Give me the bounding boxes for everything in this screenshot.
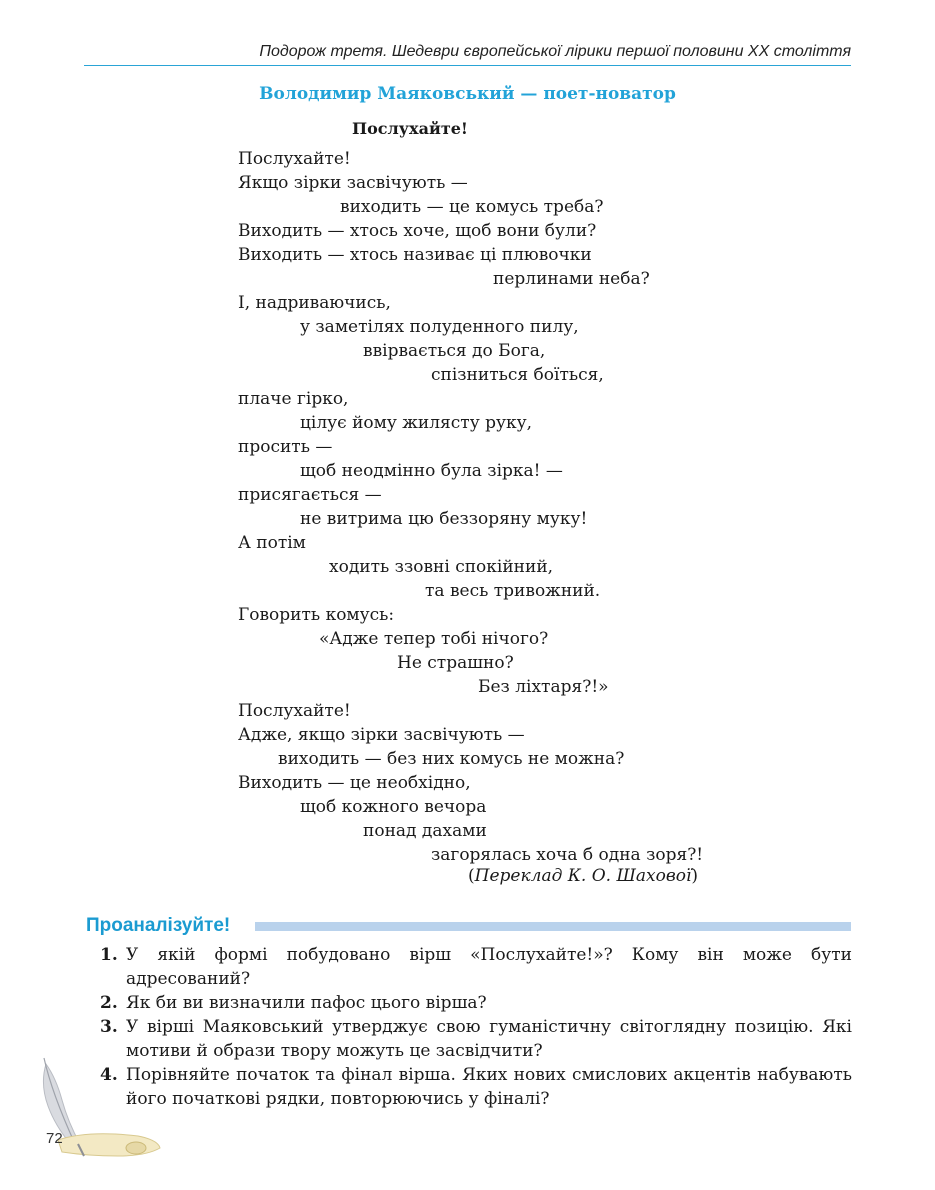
poem-line: ходить ззовні спокійний, xyxy=(329,557,554,577)
poem-line: присягається — xyxy=(238,485,382,505)
poem-line: плаче гірко, xyxy=(238,389,349,409)
poem-line: Послухайте! xyxy=(238,701,351,721)
translation-text: Переклад К. О. Шахової xyxy=(474,866,692,886)
poem-line: щоб неодмінно була зірка! — xyxy=(300,461,563,481)
poem-line: спізниться боїться, xyxy=(431,365,604,385)
poem-line: цілує йому жилясту руку, xyxy=(300,413,533,433)
poem-line: понад дахами xyxy=(363,821,487,841)
poem-line: Адже, якщо зірки засвічують — xyxy=(238,725,525,745)
question-item xyxy=(100,991,852,1015)
poem-line: Не страшно? xyxy=(397,653,514,673)
translation-credit xyxy=(468,866,698,886)
poem-line: «Адже тепер тобі нічого? xyxy=(319,629,549,649)
running-header: Подорож третя. Шедеври європейської лірики першої половини ХХ століття xyxy=(259,43,851,60)
poem-line: перлинами неба? xyxy=(493,269,650,289)
question-text: У вірші Маяковський утверджує свою гуманістичну світоглядну позицію. Які мотиви й образи твору можуть це засвідчити? xyxy=(126,1017,852,1061)
questions-list xyxy=(100,943,852,1111)
question-text: У якій формі побудовано вірш «Послухайте!»? Кому він може бути адресований? xyxy=(126,945,852,989)
poem-line: та весь тривожний. xyxy=(425,581,601,601)
poem-line: Якщо зірки засвічують — xyxy=(238,173,468,193)
analysis-heading-bar xyxy=(255,922,851,931)
quill-icon xyxy=(18,1044,168,1164)
analysis-heading: Проаналізуйте! xyxy=(86,915,231,936)
question-number: 2. xyxy=(100,993,118,1013)
question-number: 3. xyxy=(100,1017,118,1037)
page-number: 72 xyxy=(46,1130,63,1147)
poem-line: виходить — це комусь треба? xyxy=(340,197,604,217)
question-number: 1. xyxy=(100,945,118,965)
poem-line: І, надриваючись, xyxy=(238,293,391,313)
poem-line: Виходить — хтось називає ці плювочки xyxy=(238,245,592,265)
question-text: Як би ви визначили пафос цього вірша? xyxy=(126,993,487,1013)
poem-line: Послухайте! xyxy=(238,149,351,169)
question-text: Порівняйте початок та фінал вірша. Яких нових смислових акцентів набувають його початкові рядки, повторюючись у фіналі? xyxy=(126,1065,852,1109)
poem-line: Виходить — це необхідно, xyxy=(238,773,471,793)
poem-line: у заметілях полуденного пилу, xyxy=(300,317,579,337)
poem-line: виходить — без них комусь не можна? xyxy=(278,749,625,769)
question-number: 4. xyxy=(100,1065,118,1085)
poem-line: Виходить — хтось хоче, щоб вони були? xyxy=(238,221,597,241)
poem-line: просить — xyxy=(238,437,333,457)
question-item xyxy=(100,1063,852,1111)
poem-line: ввірвається до Бога, xyxy=(363,341,546,361)
poem-line: щоб кожного вечора xyxy=(300,797,487,817)
header-rule xyxy=(84,65,851,66)
poem-line: загорялась хоча б одна зоря?! xyxy=(431,845,704,865)
question-item xyxy=(100,1015,852,1063)
section-title: Володимир Маяковський — поет-новатор xyxy=(259,84,676,104)
poem-line: не витрима цю беззоряну муку! xyxy=(300,509,588,529)
poem-title: Послухайте! xyxy=(352,119,468,138)
poem-line: А потім xyxy=(238,533,306,553)
translation-paren-close: ) xyxy=(691,866,699,886)
poem-line: Говорить комусь: xyxy=(238,605,395,625)
translation-paren-open: ( xyxy=(468,866,475,886)
poem-line: Без ліхтаря?!» xyxy=(478,677,609,697)
question-item xyxy=(100,943,852,991)
